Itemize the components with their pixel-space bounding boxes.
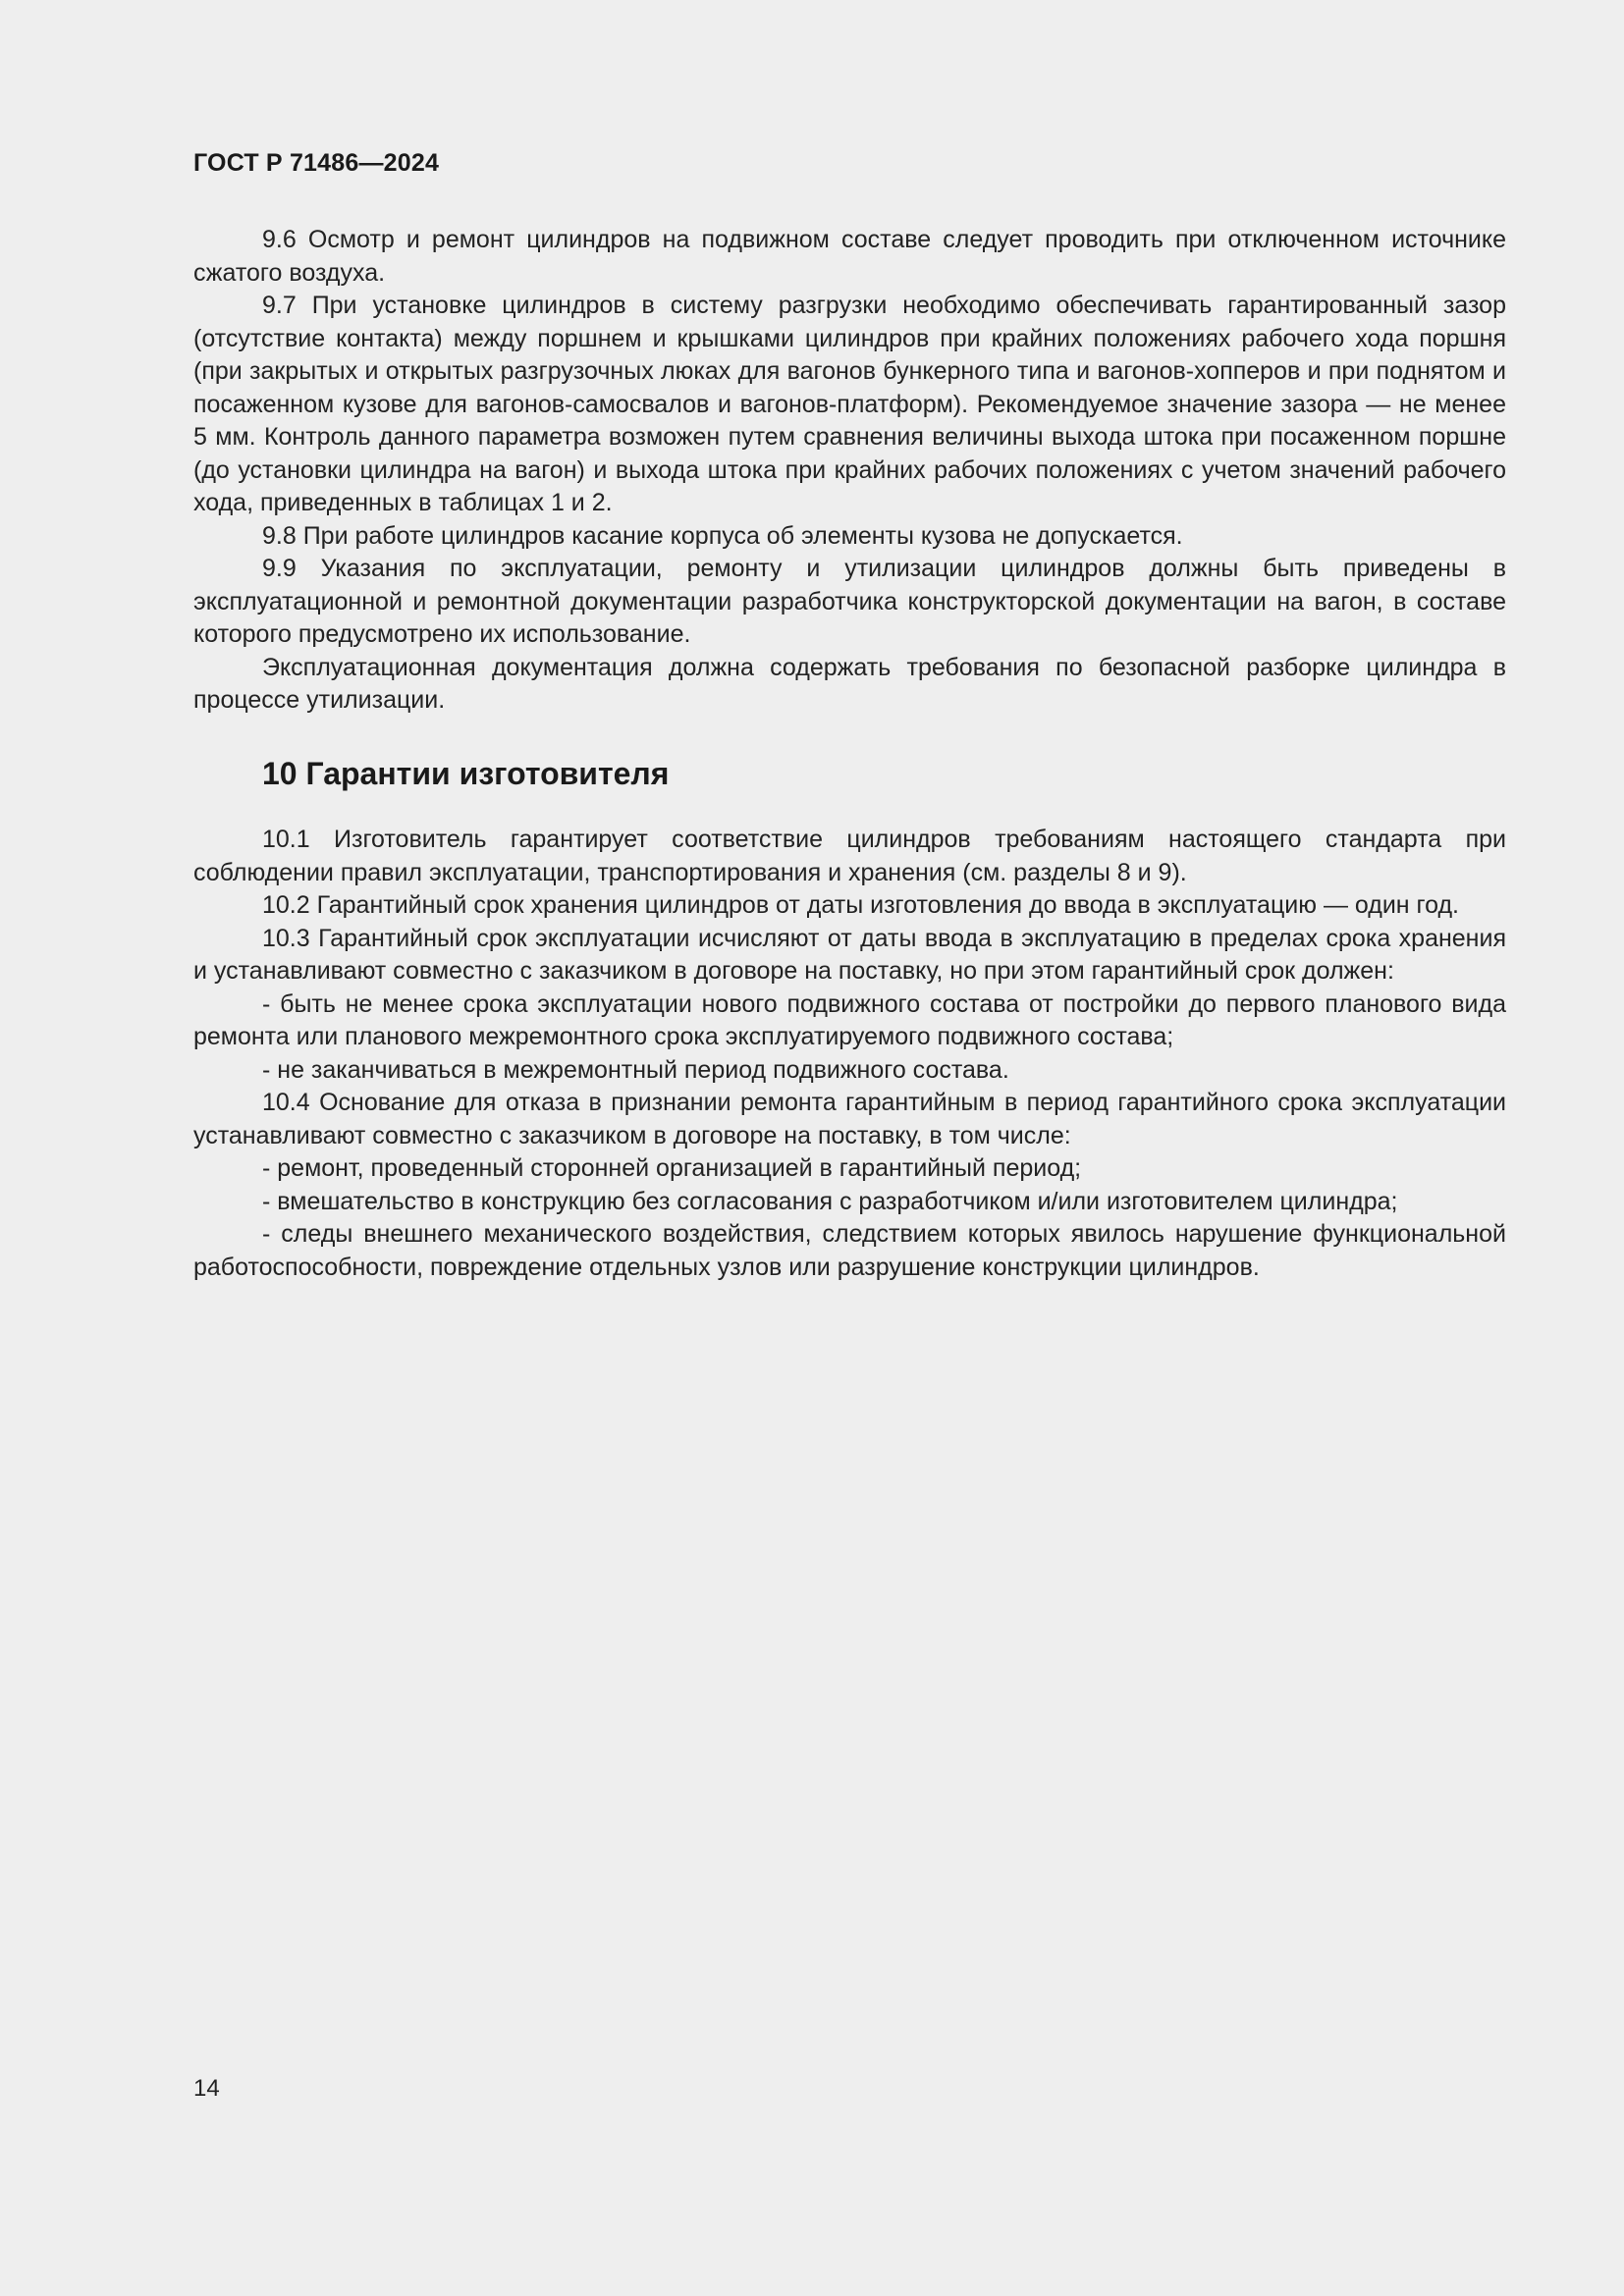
list-item: - быть не менее срока эксплуатации нового подвижного состава от постройки до первого планового вида ремонта или планового межремонтного срока эксплуатируемого подвижного состава; — [193, 989, 1506, 1050]
paragraph-10-1: 10.1 Изготовитель гарантирует соответствие цилиндров требованиям настоящего стандарта при соблюдении правил эксплуатации, транспортирования и хранения (см. разделы 8 и 9). — [193, 826, 1506, 886]
page-number: 14 — [193, 2075, 220, 2102]
section-10-text — [193, 824, 1506, 1284]
paragraph-9-9: 9.9 Указания по эксплуатации, ремонту и утилизации цилиндров должны быть приведены в эксплуатационной и ремонтной документации разработчика конструкторской документации на вагон, в составе которого предусмотрено их использование. — [193, 555, 1506, 648]
paragraph-10-2: 10.2 Гарантийный срок хранения цилиндров от даты изготовления до ввода в эксплуатацию — один год. — [262, 891, 1460, 919]
list-item: - вмешательство в конструкцию без согласования с разработчиком и/или изготовителем цилиндра; — [262, 1187, 1398, 1215]
list-item: - не заканчиваться в межремонтный период подвижного состава. — [262, 1055, 1009, 1084]
paragraph-9-7: 9.7 При установке цилиндров в систему разгрузки необходимо обеспечивать гарантированный зазор (отсутствие контакта) между поршнем и крышками цилиндров при крайних положениях рабочего хода поршня (при закрытых и открытых разгрузочных люках для вагонов бункерного типа и вагонов-хопперов и при поднятом и посаженном кузове для вагонов-самосвалов и вагонов-платформ). Рекомендуемое значение зазора — не менее 5 мм. Контроль данного параметра возможен путем сравнения величины выхода штока при посаженном поршне (до установки цилиндра на вагон) и выхода штока при крайних рабочих положениях с учетом значений рабочего хода, приведенных в таблицах 1 и 2. — [193, 292, 1506, 516]
paragraph-10-4: 10.4 Основание для отказа в признании ремонта гарантийным в период гарантийного срока эксплуатации устанавливают совместно с заказчиком в договоре на поставку, в том числе: — [193, 1089, 1506, 1149]
section-10-heading: 10 Гарантии изготовителя — [262, 756, 670, 791]
paragraph-9-8: 9.8 При работе цилиндров касание корпуса об элементы кузова не допускается. — [262, 521, 1183, 550]
paragraph-9-9-note: Эксплуатационная документация должна содержать требования по безопасной разборке цилиндра в процессе утилизации. — [193, 653, 1506, 714]
list-item: - ремонт, проведенный сторонней организацией в гарантийный период; — [262, 1154, 1082, 1182]
document-header: ГОСТ Р 71486—2024 — [193, 149, 440, 177]
paragraph-9-6: 9.6 Осмотр и ремонт цилиндров на подвижном составе следует проводить при отключенном источнике сжатого воздуха. — [193, 226, 1506, 287]
paragraph-10-3: 10.3 Гарантийный срок эксплуатации исчисляют от даты ввода в эксплуатацию в пределах срока хранения и устанавливают совместно с заказчиком в договоре на поставку, но при этом гарантийный срок должен: — [193, 924, 1506, 985]
list-item: - следы внешнего механического воздействия, следствием которых явилось нарушение функциональной работоспособности, повреждение отдельных узлов или разрушение конструкции цилиндров. — [193, 1220, 1506, 1281]
section-9-text — [193, 224, 1506, 718]
